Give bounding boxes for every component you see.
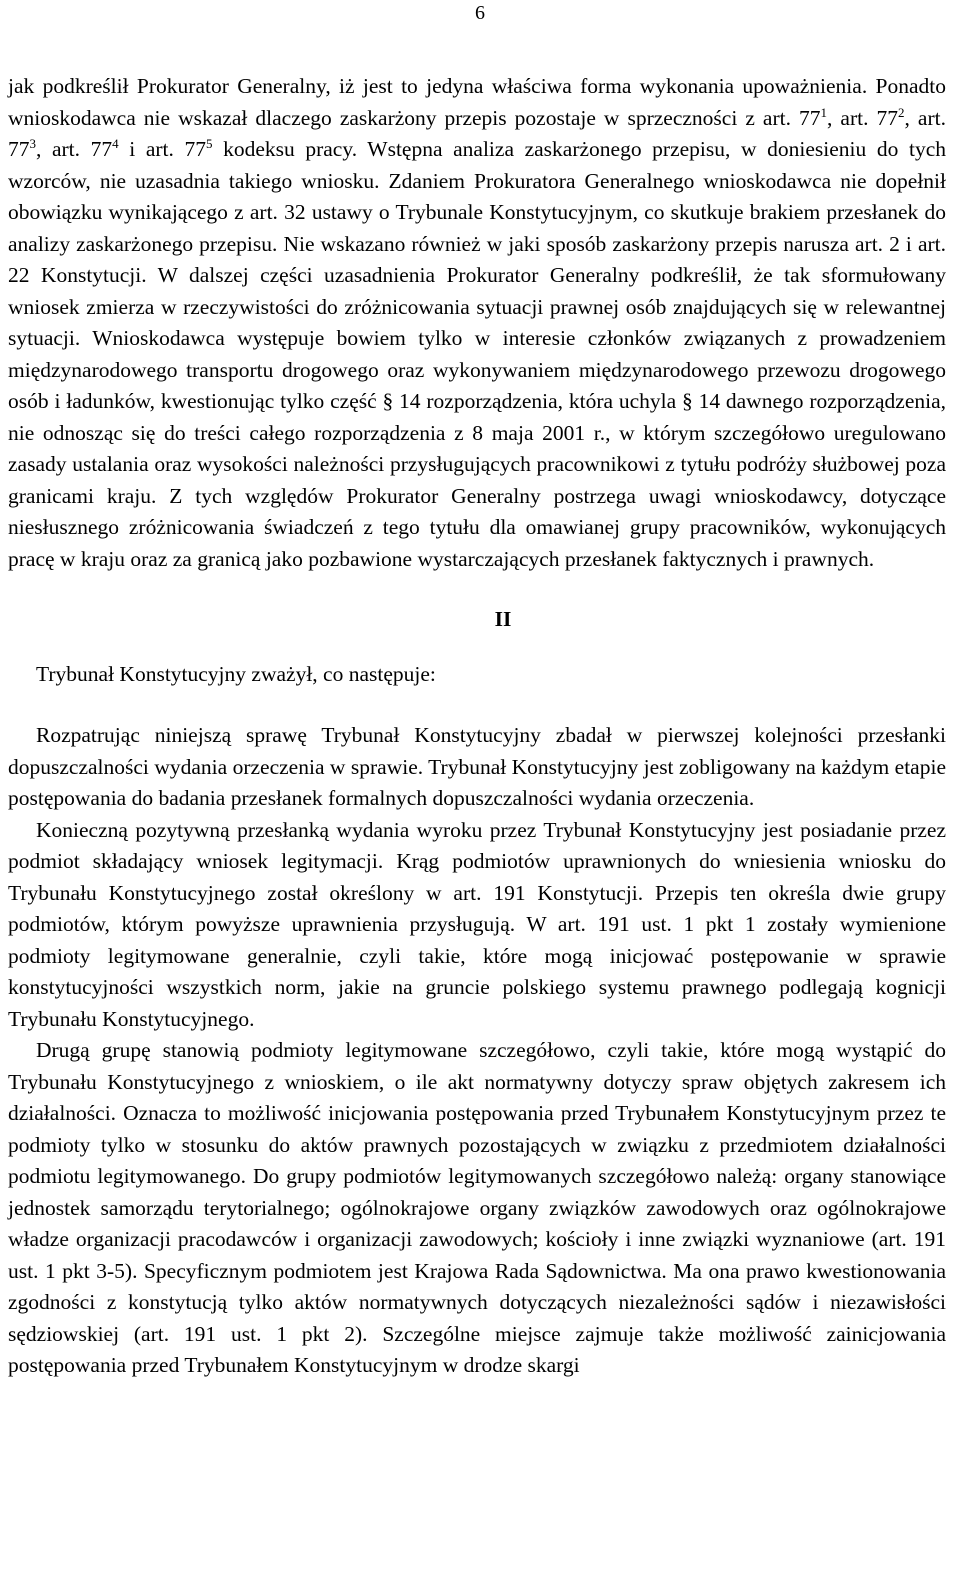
text-run: , art. 77 <box>8 105 946 161</box>
superscript: 3 <box>29 135 36 151</box>
page-number: 6 <box>475 2 485 24</box>
superscript: 2 <box>898 104 905 120</box>
text-run: i art. 77 <box>118 137 206 161</box>
text-run: , art. 77 <box>827 105 899 130</box>
superscript: 1 <box>820 104 828 120</box>
tribunal-considers-line: Trybunał Konstytucyjny zważył, co następuje: <box>36 661 436 686</box>
superscript: 4 <box>112 135 119 151</box>
text-run: , art. 77 <box>36 137 113 161</box>
text-run: jak podkreślił Prokurator Generalny, iż jest to jedyna właściwa forma wykonania upoważnienia. Ponadto wnioskodawca nie wskazał dlaczego zaskarżony przepis pozostaje w sprzeczności z art. 77 <box>8 74 946 130</box>
paragraph: Konieczną pozytywną przesłanką wydania wyroku przez Trybunał Konstytucyjny jest posiadanie przez podmiot składający wniosek legitymacji. Krąg podmiotów uprawnionych do wniesienia wniosku do Trybunału Konstytucyjnego został określony w art. 191 Konstytucji. Przepis ten określa dwie grupy podmiotów, którym powyższe uprawnienia przysługują. W art. 191 ust. 1 pkt 1 zostały wymienione podmioty legitymowane generalnie, czyli takie, które mogą inicjować postępowanie w sprawie konstytucyjności wszystkich norm, jakie na gruncie polskiego systemu prawnego podlegają kognicji Trybunału Konstytucyjnego. <box>8 817 946 1031</box>
paragraph: Drugą grupę stanowią podmioty legitymowane szczegółowo, czyli takie, które mogą wystąpić do Trybunału Konstytucyjnego z wnioskiem, o ile akt normatywny dotyczy spraw objętych zakresem ich działalności. Oznacza to możliwość inicjowania postępowania przed Trybunałem Konstytucyjnym przez te podmioty tylko w stosunku do aktów prawnych pozostających w związku z przedmiotem działalności podmiotu legitymowanego. Do grupy podmiotów legitymowanych szczegółowo należą: organy stanowiące jednostek samorządu terytorialnego; ogólnokrajowe organy związków zawodowych oraz ogólnokrajowe władze organizacji pracodawców i organizacji zawodowych; kościoły i inne związki wyznaniowe (art. 191 ust. 1 pkt 3-5). Specyficznym podmiotem jest Krajowa Rada Sądownictwa. Ma ona prawo kwestionowania zgodności z konstytucją tylko aktów normatywnych dotyczących niezależności sądów i niezawisłości sędziowskiej (art. 191 ust. 1 pkt 2). Szczególne miejsce zajmuje także możliwość zainicjowania postępowania przed Trybunałem Konstytucyjnym w drodze skargi <box>8 1038 946 1377</box>
paragraph: Rozpatrując niniejszą sprawę Trybunał Konstytucyjny zbadał w pierwszej kolejności przesłanki dopuszczalności wydania orzeczenia w sprawie. Trybunał Konstytucyjny jest zobligowany na każdym etapie postępowania do badania przesłanek formalnych dopuszczalności wydania orzeczenia. <box>8 723 946 810</box>
text-run: kodeksu pracy. Wstępna analiza zaskarżonego przepisu, w doniesieniu do tych wzorców, nie uzasadnia takiego wniosku. Zdaniem Prokuratora Generalnego wnioskodawca nie dopełnił obowiązku wynikającego z art. 32 ustawy o Trybunale Konstytucyjnym, co skutkuje brakiem przesłanek do analizy zaskarżonego przepisu. Nie wskazano również w jaki sposób zaskarżony przepis narusza art. 2 i art. 22 Konstytucji. W dalszej części uzasadnienia Prokurator Generalny podkreślił, że tak sformułowany wniosek zmierza w rzeczywistości do zróżnicowania sytuacji prawnej osób znajdujących się w relewantnej sytuacji. Wnioskodawca występuje bowiem tylko w interesie członków związanych z prowadzeniem międzynarodowego transportu drogowego oraz wykonywaniem międzynarodowego przewozu drogowego osób i ładunków, kwestionując tylko część § 14 rozporządzenia, która uchyla § 14 dawnego rozporządzenia, nie odnosząc się do treści całego rozporządzenia z 8 maja 2001 r., w którym szczegółowo uregulowano zasady ustalania oraz wysokości należności przysługujących pracownikowi z tytułu podróży służbowej poza granicami kraju. Z tych względów Prokurator Generalny postrzega uwagi wnioskodawcy, dotyczące niesłusznego zróżnicowania świadczeń z tego tytułu dla omawianej grupy pracowników, wykonujących pracę w kraju oraz za granicą jako pozbawione wystarczających przesłanek faktycznych i prawnych. <box>8 137 946 571</box>
section-heading: II <box>494 607 512 631</box>
paragraph-summary <box>8 71 946 575</box>
document-body <box>8 71 946 1382</box>
superscript: 5 <box>205 135 213 151</box>
